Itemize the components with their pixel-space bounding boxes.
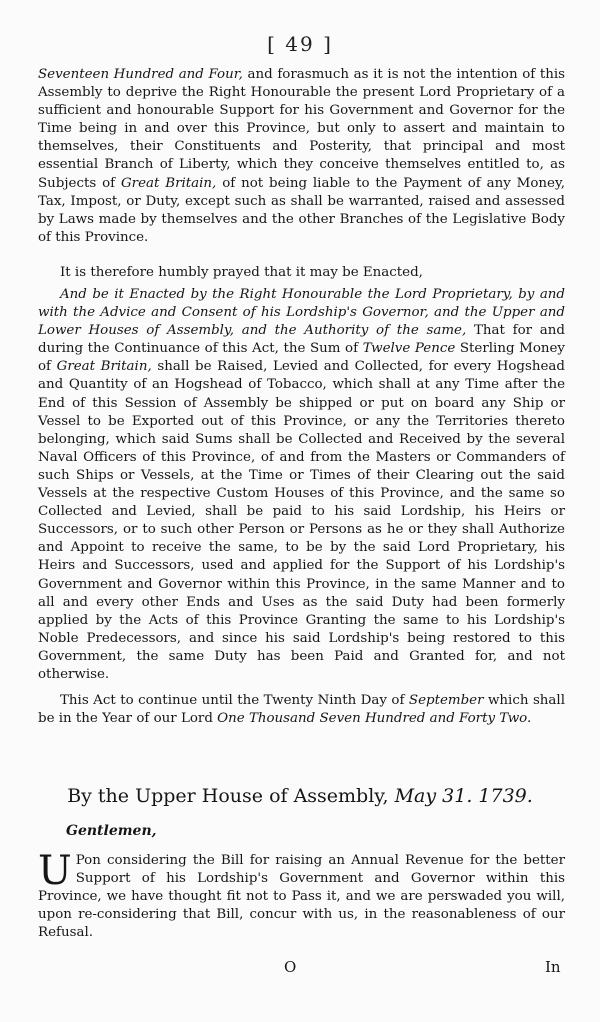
enact-text-3: shall be Raised, Levied and Collected, for every Hogshead and Quantity of an Hogshead of Tobacco, which shall at any Time after the End of this Session of Assembly be shipped or put on board any Ship or Vessel to be Exported out of this Province, or any the Territories thereto belonging, which said Sums shall be Collected and Received by the several Naval Officers of this Province, of and from the Masters or Commanders of such Ships or Vessels, at the Time or Times of their Clearing out the said Vessels at the respective Custom Houses of this Province, and the same so Collected and Levied, shall be paid to his said Lordship, his Heirs or Successors, or to such other Person or Persons as he or they shall Authorize and Appoint to receive the same, to be by the said Lord Proprietary, his Heirs and Successors, used and applied for the Support of his Lordship's Government and Governor within this Province, in the same Manner and to all and every other Ends and Uses as the said Duty had been formerly applied by the Acts of this Province Granting the same to his Lordship's Noble Predecessors, and since his said Lordship's being restored to this Government, the same Duty has been Paid and Granted for, and not otherwise. (38, 359, 565, 682)
great-britain-text: Great Britain, (120, 175, 217, 191)
enact-text-1: That for and during the Continuance of this Act, the Sum of (38, 323, 565, 357)
continuance-text-2: which shall be in the Year of our Lord (38, 693, 565, 727)
paragraph-preamble (38, 66, 565, 247)
preamble-text: and forasmuch as it is not the intention of this Assembly to deprive the Right Honourable the present Lord Proprietary of a sufficient and honourable Support for his Government and Governor for the Time being in and over this Province, but only to assert and maintain to themselves, their Constituents and Posterity, that principal and most essential Branch of Liberty, which they conceive themselves entitled to, as Subjects of (38, 67, 566, 191)
sum-text: Twelve Pence (362, 341, 456, 357)
enact-intro: And be it Enacted by the Right Honourable the Lord Proprietary, by and with the Advice and Consent of his Lordship's Governor, and the Upper and Lower Houses of Assembly, and the Authority of the same, (38, 287, 565, 339)
catchword: In (545, 958, 561, 976)
heading-date: May 31. 1739. (394, 785, 533, 807)
salutation: Gentlemen, (66, 823, 157, 839)
enact-text-2: Sterling Money of (38, 341, 566, 375)
enacting-clause (38, 286, 565, 684)
preamble-rest: of not being liable to the Payment of any Money, Tax, Impost, or Duty, except such as shall be warranted, raised and assessed by Laws made by themselves and the other Branches of the Legislative Body of this Province. (38, 175, 566, 245)
signature-mark: O (284, 958, 297, 976)
month-text: September (408, 693, 484, 708)
page-number: [ 49 ] (267, 32, 333, 56)
heading-text: By the Upper House of Assembly, (67, 785, 395, 807)
great-britain-text-2: Great Britain, (56, 359, 152, 375)
continuance-text-1: This Act to continue until the Twenty Ninth Day of (60, 693, 409, 708)
section-heading (0, 784, 600, 808)
reply-text: Pon considering the Bill for raising an Annual Revenue for the better Support of his Lordship's Government and Governor within this Province, we have thought fit not to Pass it, and we are perswaded you will, upon re-considering that Bill, concur with us, in the reasonableness of our Refusal. (38, 853, 565, 941)
prayer-line: It is therefore humbly prayed that it may be Enacted, (60, 265, 423, 280)
continuance-clause (38, 692, 565, 728)
drop-cap: U (38, 848, 72, 894)
year-text: One Thousand Seven Hundred and Forty Two. (217, 711, 532, 727)
italic-lead: Seventeen Hundred and Four, (38, 67, 243, 82)
reply-paragraph (38, 848, 565, 942)
